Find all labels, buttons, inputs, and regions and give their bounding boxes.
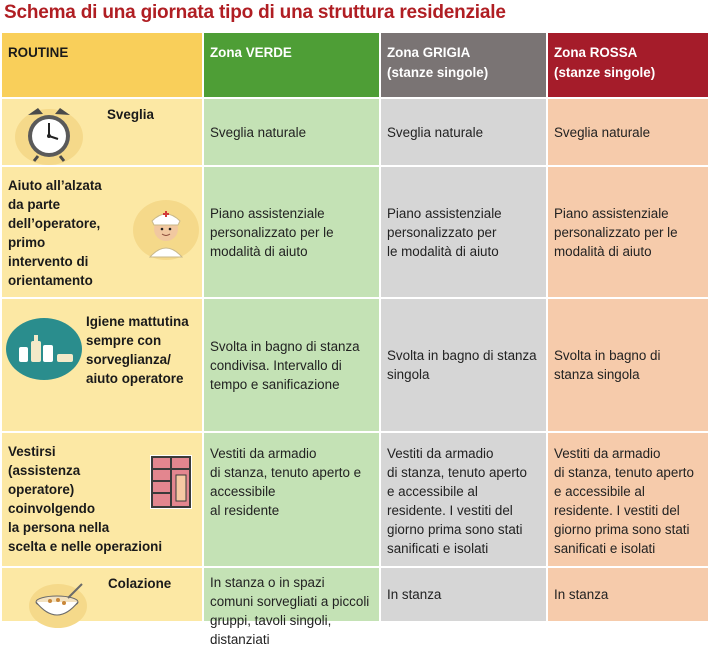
page-title: Schema di una giornata tipo di una struttura residenziale [4, 2, 506, 23]
rossa-cell-sveglia: Sveglia naturale [548, 99, 708, 165]
verde-cell-igiene: Svolta in bagno di stanza condivisa. Intervallo di tempo e sanificazione [204, 299, 379, 431]
routine-cell-aiuto [2, 167, 202, 297]
header-zona-verde [204, 33, 379, 97]
header-zona-grigia [381, 33, 546, 97]
header-routine-label: ROUTINE [8, 45, 69, 60]
nurse-icon [132, 199, 200, 261]
verde-cell-sveglia: Sveglia naturale [204, 99, 379, 165]
header-rossa-label: Zona ROSSA [554, 45, 638, 60]
header-routine [2, 33, 202, 97]
grigia-cell-colazione: In stanza [381, 568, 546, 621]
header-grigia-sublabel: (stanze singole) [387, 65, 489, 80]
routine-cell-sveglia [2, 99, 202, 165]
routine-label-vestirsi: Vestirsi (assistenza operatore) coinvolgendo la persona nella scelta e nelle operazioni [8, 444, 163, 554]
rossa-cell-igiene: Svolta in bagno di stanza singola [548, 299, 708, 431]
breakfast-bowl-icon [28, 578, 88, 628]
wardrobe-icon [148, 453, 194, 511]
verde-cell-vestirsi: Vestiti da armadio di stanza, tenuto aperto e accessibile al residente [204, 433, 379, 566]
routine-label-sveglia: Sveglia [107, 107, 154, 122]
grigia-cell-aiuto: Piano assistenziale personalizzato per le modalità di aiuto [381, 167, 546, 297]
grigia-cell-vestirsi: Vestiti da armadio di stanza, tenuto aperto e accessibile al residente. I vestiti del giorno prima sono stati sanificati e isolati [381, 433, 546, 566]
rossa-cell-vestirsi: Vestiti da armadio di stanza, tenuto aperto e accessibile al residente. I vestiti del giorno prima sono stati sanificati e isolati [548, 433, 708, 566]
routine-table [2, 33, 708, 647]
routine-cell-colazione [2, 568, 202, 621]
routine-label-igiene: Igiene mattutina sempre con sorveglianza/ aiuto operatore [86, 314, 189, 386]
rossa-cell-aiuto: Piano assistenziale personalizzato per le modalità di aiuto [548, 167, 708, 297]
header-grigia-label: Zona GRIGIA [387, 45, 471, 60]
verde-cell-colazione: In stanza o in spazi comuni sorvegliati a piccoli gruppi, tavoli singoli, distanziati [204, 568, 379, 621]
routine-label-aiuto: Aiuto all’alzata da parte dell’operatore, primo intervento di orientamento [8, 178, 102, 288]
verde-cell-aiuto: Piano assistenziale personalizzato per le modalità di aiuto [204, 167, 379, 297]
header-rossa-sublabel: (stanze singole) [554, 65, 656, 80]
toiletries-icon [5, 317, 83, 381]
alarm-clock-icon [14, 103, 84, 165]
header-zona-rossa [548, 33, 708, 97]
grigia-cell-igiene: Svolta in bagno di stanza singola [381, 299, 546, 431]
header-verde-label: Zona VERDE [210, 45, 292, 60]
routine-cell-igiene [2, 299, 202, 431]
grigia-cell-sveglia: Sveglia naturale [381, 99, 546, 165]
routine-cell-vestirsi [2, 433, 202, 566]
rossa-cell-colazione: In stanza [548, 568, 708, 621]
routine-label-colazione: Colazione [108, 576, 172, 591]
